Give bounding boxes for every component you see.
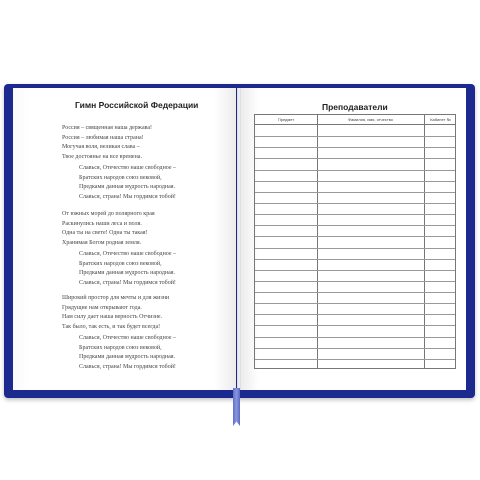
table-row-divider [255,303,455,304]
verse-line: Могучая воля, великая слава – [62,144,140,150]
column-header-name: Фамилия, имя, отчество [348,117,393,122]
verse-line: Раскинулись наши леса и поля. [62,220,142,227]
table-row-divider [255,170,455,171]
table-row-divider [255,259,455,260]
verse-line: Россия – священная наша держава! [62,125,153,131]
table-row-divider [255,214,455,215]
table-row-divider [255,248,455,249]
verse-line: Хранимая Богом родная земля. [62,239,142,246]
chorus-line: Предками данная мудрость народная. [79,354,176,360]
table-row-divider [255,236,455,237]
table-row-divider [255,136,455,137]
chorus-line: Братских народов союз вековой, [79,174,162,181]
chorus-line: Предками данная мудрость народная. [79,270,176,276]
table-row-divider [255,158,455,159]
chorus-line: Братских народов союз вековой, [79,344,162,351]
verse-line: Так было, так есть, и так будет всегда! [62,323,161,330]
table-row-divider [255,337,455,338]
chorus-line: Братских народов союз вековой, [79,260,162,267]
table-row-divider [255,203,455,204]
chorus-line: Славься, страна! Мы гордимся тобой! [79,193,176,200]
chorus-line: Славься, Отечество наше свободное – [79,165,177,171]
column-divider [317,115,318,368]
table-row-divider [255,225,455,226]
verse-line: Нам силу дает наша верность Отчизне. [62,314,163,320]
table-row-divider [255,281,455,282]
table-row-divider [255,270,455,271]
verse-line: Россия – любимая наша страна! [62,134,144,141]
chorus-line: Славься, страна! Мы гордимся тобой! [79,363,176,370]
table-header-row [255,115,455,125]
table-row-divider [255,325,455,326]
chorus-line: Славься, страна! Мы гордимся тобой! [79,279,176,286]
spine [237,88,241,390]
verse-line: От южных морей до полярного края [62,211,155,217]
bookmark-ribbon [233,388,240,426]
column-divider [424,115,425,368]
verse-line: Грядущие нам открывают года. [62,304,142,311]
teachers-title: Преподаватели [322,102,388,112]
table-row-divider [255,348,455,349]
chorus-line: Предками данная мудрость народная. [79,184,176,190]
table-row-divider [255,147,455,148]
teachers-table [254,114,456,369]
verse-line: Широкий простор для мечты и для жизни [62,295,170,301]
table-row-divider [255,359,455,360]
table-row-divider [255,292,455,293]
column-header-room: Кабинет № [430,117,451,122]
table-row-divider [255,192,455,193]
table-row-divider [255,181,455,182]
table-row-divider [255,314,455,315]
anthem-title: Гимн Российской Федерации [75,100,199,110]
verse-line: Одна ты на свете! Одна ты такая! [62,230,148,236]
chorus-line: Славься, Отечество наше свободное – [79,335,177,341]
column-header-subject: Предмет [277,117,295,122]
verse-line: Твое достоянье на все времена. [62,153,142,160]
chorus-line: Славься, Отечество наше свободное – [79,251,177,257]
